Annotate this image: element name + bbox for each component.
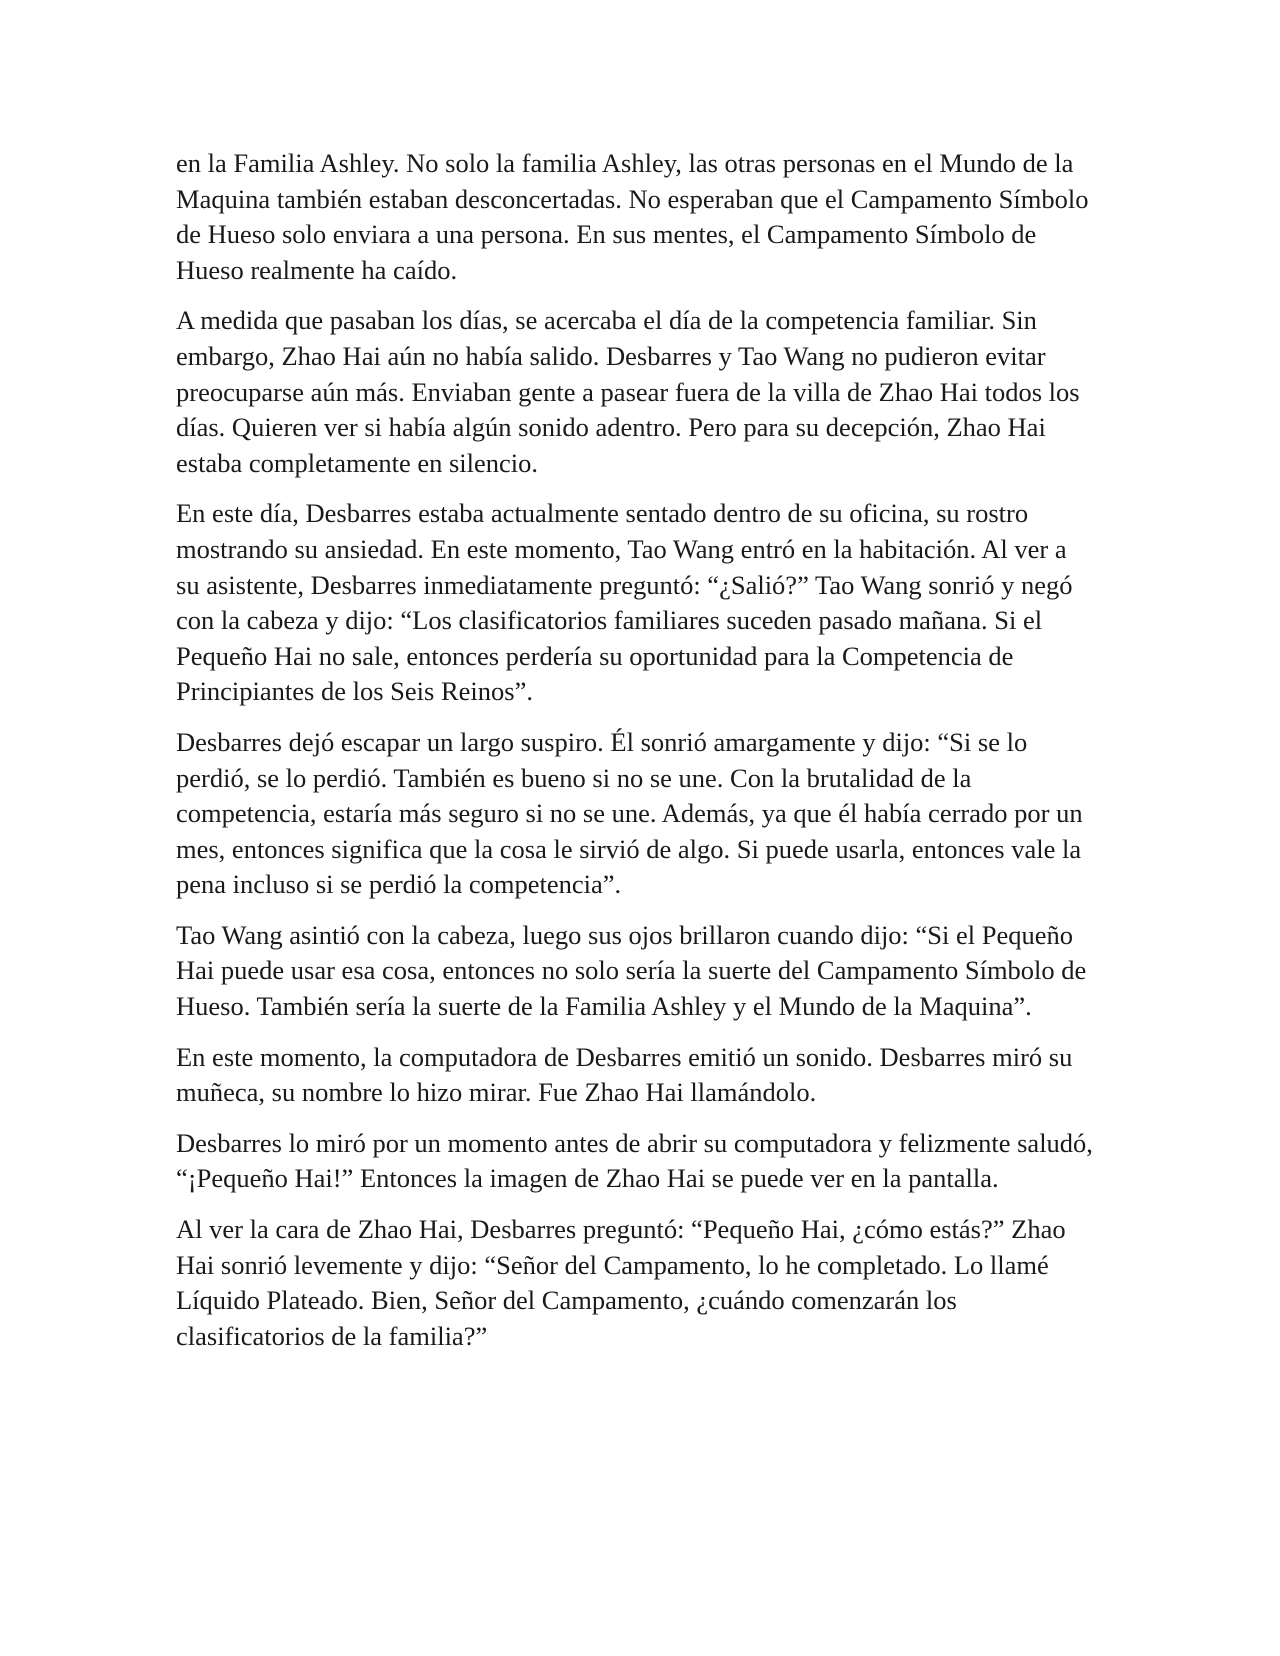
paragraph: Desbarres lo miró por un momento antes de abrir su computadora y felizmente saludó, “¡Pequeño Hai!” Entonces la imagen de Zhao Hai se puede ver en la pantalla. [176,1127,1093,1194]
paragraph: Desbarres dejó escapar un largo suspiro. Él sonrió amargamente y dijo: “Si se lo perdió, se lo perdió. También es bueno si no se une. Con la brutalidad de la competencia, estaría más seguro si no se une. Además, ya que él había cerrado por un mes, entonces significa que la cosa le sirvió de algo. Si puede usarla, entonces vale la pena incluso si se perdió la competencia”. [176,726,1083,900]
paragraph: en la Familia Ashley. No solo la familia Ashley, las otras personas en el Mundo de la Maquina también estaban desconcertadas. No esperaban que el Campamento Símbolo de Hueso solo enviara a una persona. En sus mentes, el Campamento Símbolo de Hueso realmente ha caído. [176,148,1089,285]
paragraph: A medida que pasaban los días, se acercaba el día de la competencia familiar. Sin embargo, Zhao Hai aún no había salido. Desbarres y Tao Wang no pudieron evitar preocuparse aún más. Enviaban gente a pasear fuera de la villa de Zhao Hai todos los días. Quieren ver si había algún sonido adentro. Pero para su decepción, Zhao Hai estaba completamente en silencio. [176,305,1080,478]
paragraph: Al ver la cara de Zhao Hai, Desbarres preguntó: “Pequeño Hai, ¿cómo estás?” Zhao Hai sonrió levemente y dijo: “Señor del Campamento, lo he completado. Lo llamé Líquido Plateado. Bien, Señor del Campamento, ¿cuándo comenzarán los clasificatorios de la familia?” [176,1214,1066,1351]
document-page [176,146,1096,1369]
paragraph: En este día, Desbarres estaba actualmente sentado dentro de su oficina, su rostro mostrando su ansiedad. En este momento, Tao Wang entró en la habitación. Al ver a su asistente, Desbarres inmediatamente preguntó: “¿Salió?” Tao Wang sonrió y negó con la cabeza y dijo: “Los clasificatorios familiares suceden pasado mañana. Si el Pequeño Hai no sale, entonces perdería su oportunidad para la Competencia de Principiantes de los Seis Reinos”. [176,498,1073,707]
paragraph: En este momento, la computadora de Desbarres emitió un sonido. Desbarres miró su muñeca, su nombre lo hizo mirar. Fue Zhao Hai llamándolo. [176,1041,1073,1108]
paragraph: Tao Wang asintió con la cabeza, luego sus ojos brillaron cuando dijo: “Si el Pequeño Hai puede usar esa cosa, entonces no solo sería la suerte del Campamento Símbolo de Hueso. También sería la suerte de la Familia Ashley y el Mundo de la Maquina”. [176,919,1087,1022]
